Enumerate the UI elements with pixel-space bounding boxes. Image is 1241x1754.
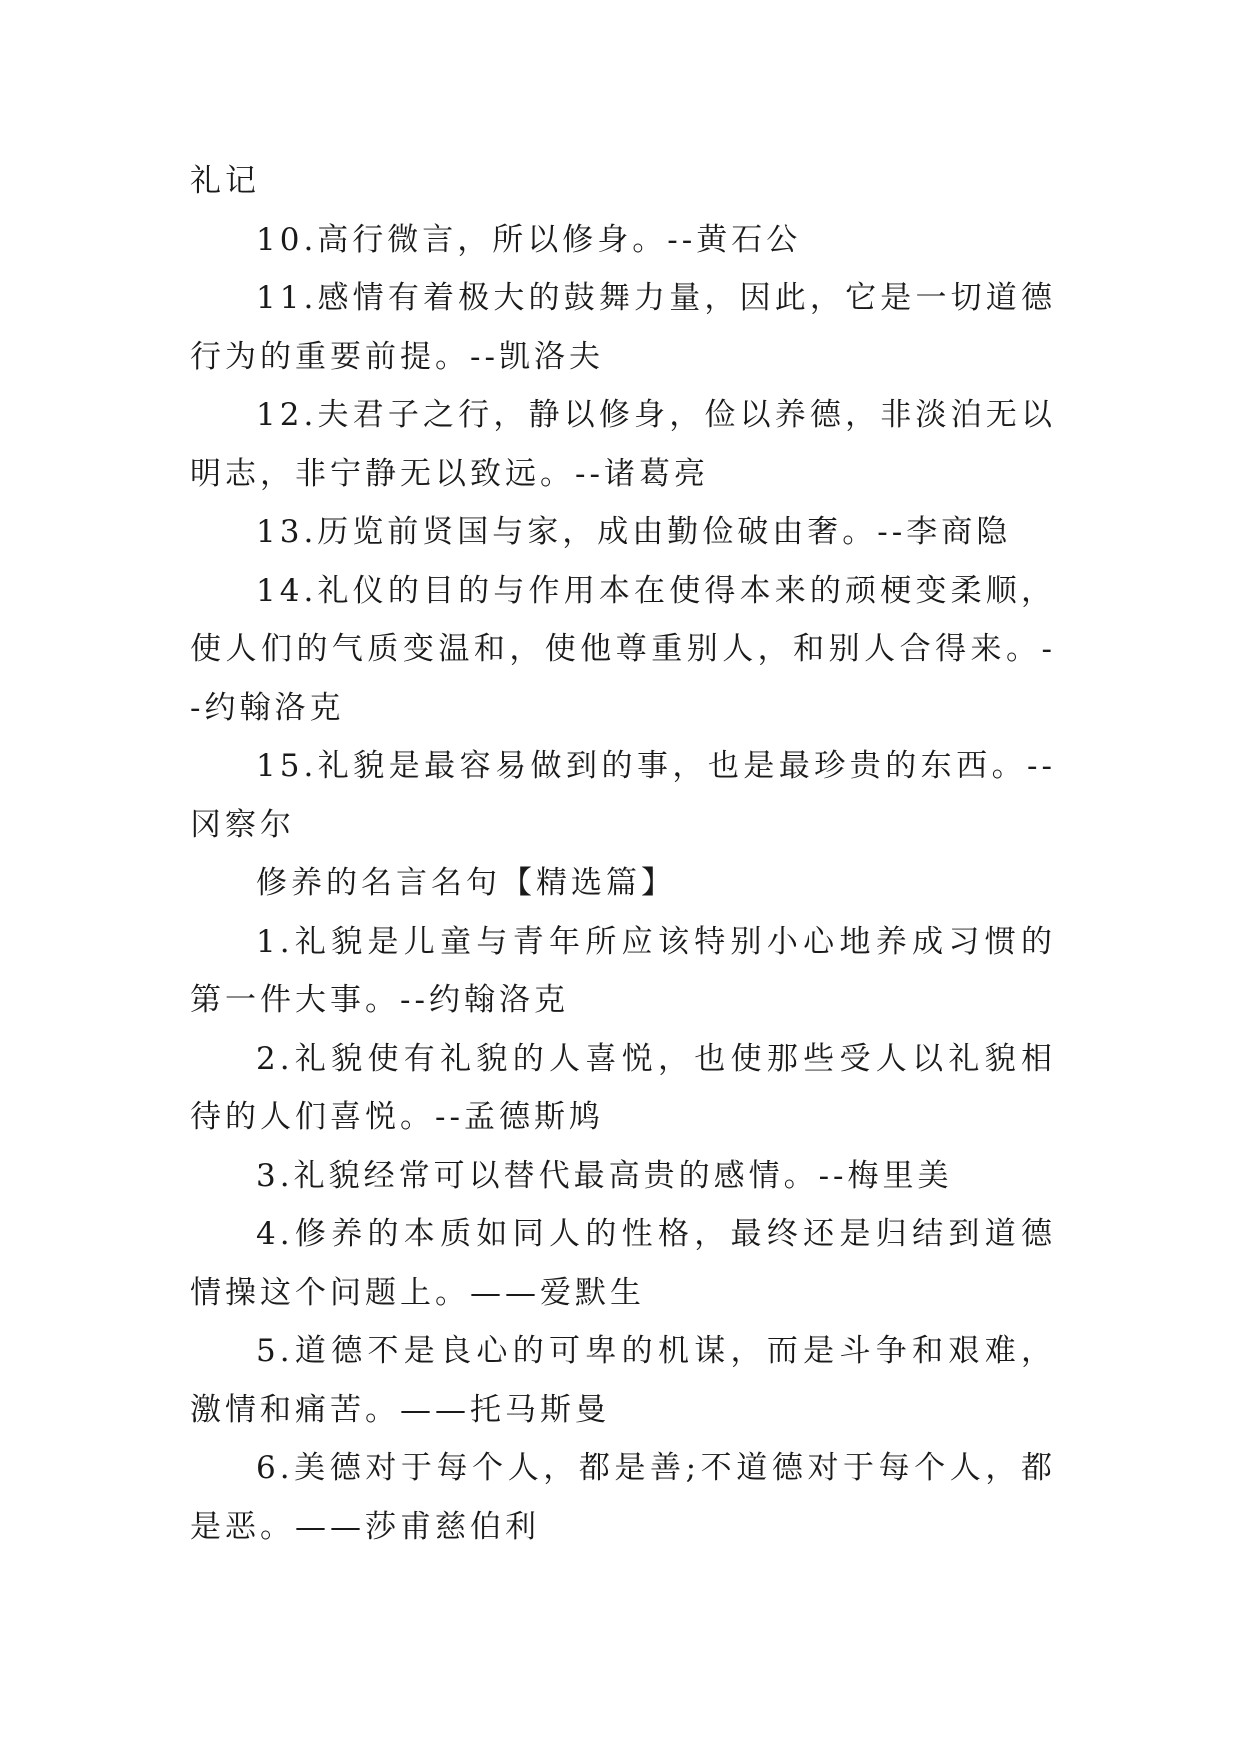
quote-item: 10.高行微言，所以修身。--黄石公 (256, 221, 802, 258)
quote-item: 5.道德不是良心的可卑的机谋，而是斗争和艰难，激情和痛苦。——托马斯曼 (190, 1333, 1056, 1428)
document-body (190, 152, 1056, 1556)
quote-item: 6.美德对于每个人，都是善;不道德对于每个人，都是恶。——莎甫慈伯利 (190, 1450, 1056, 1545)
quote-item: 1.礼貌是儿童与青年所应该特别小心地养成习惯的第一件大事。--约翰洛克 (190, 923, 1056, 1018)
quote-item: 3.礼貌经常可以替代最高贵的感情。--梅里美 (256, 1157, 953, 1194)
quote-item: 4.修养的本质如同人的性格，最终还是归结到道德情操这个问题上。——爱默生 (190, 1216, 1056, 1311)
quote-item: 14.礼仪的目的与作用本在使得本来的顽梗变柔顺，使人们的气质变温和，使他尊重别人，和别人合得来。--约翰洛克 (190, 572, 1056, 726)
quote-item: 2.礼貌使有礼貌的人喜悦，也使那些受人以礼貌相待的人们喜悦。--孟德斯鸠 (190, 1040, 1056, 1135)
quote-item: 11.感情有着极大的鼓舞力量，因此，它是一切道德行为的重要前提。--凯洛夫 (190, 280, 1056, 375)
quote-item: 13.历览前贤国与家，成由勤俭破由奢。--李商隐 (256, 514, 1012, 550)
quote-item: 15.礼貌是最容易做到的事，也是最珍贵的东西。--冈察尔 (190, 748, 1056, 843)
section-heading: 修养的名言名句【精选篇】 (256, 865, 676, 901)
paragraph-continuation: 礼记 (190, 163, 260, 199)
quote-item: 12.夫君子之行，静以修身，俭以养德，非淡泊无以明志，非宁静无以致远。--诸葛亮 (190, 397, 1056, 492)
